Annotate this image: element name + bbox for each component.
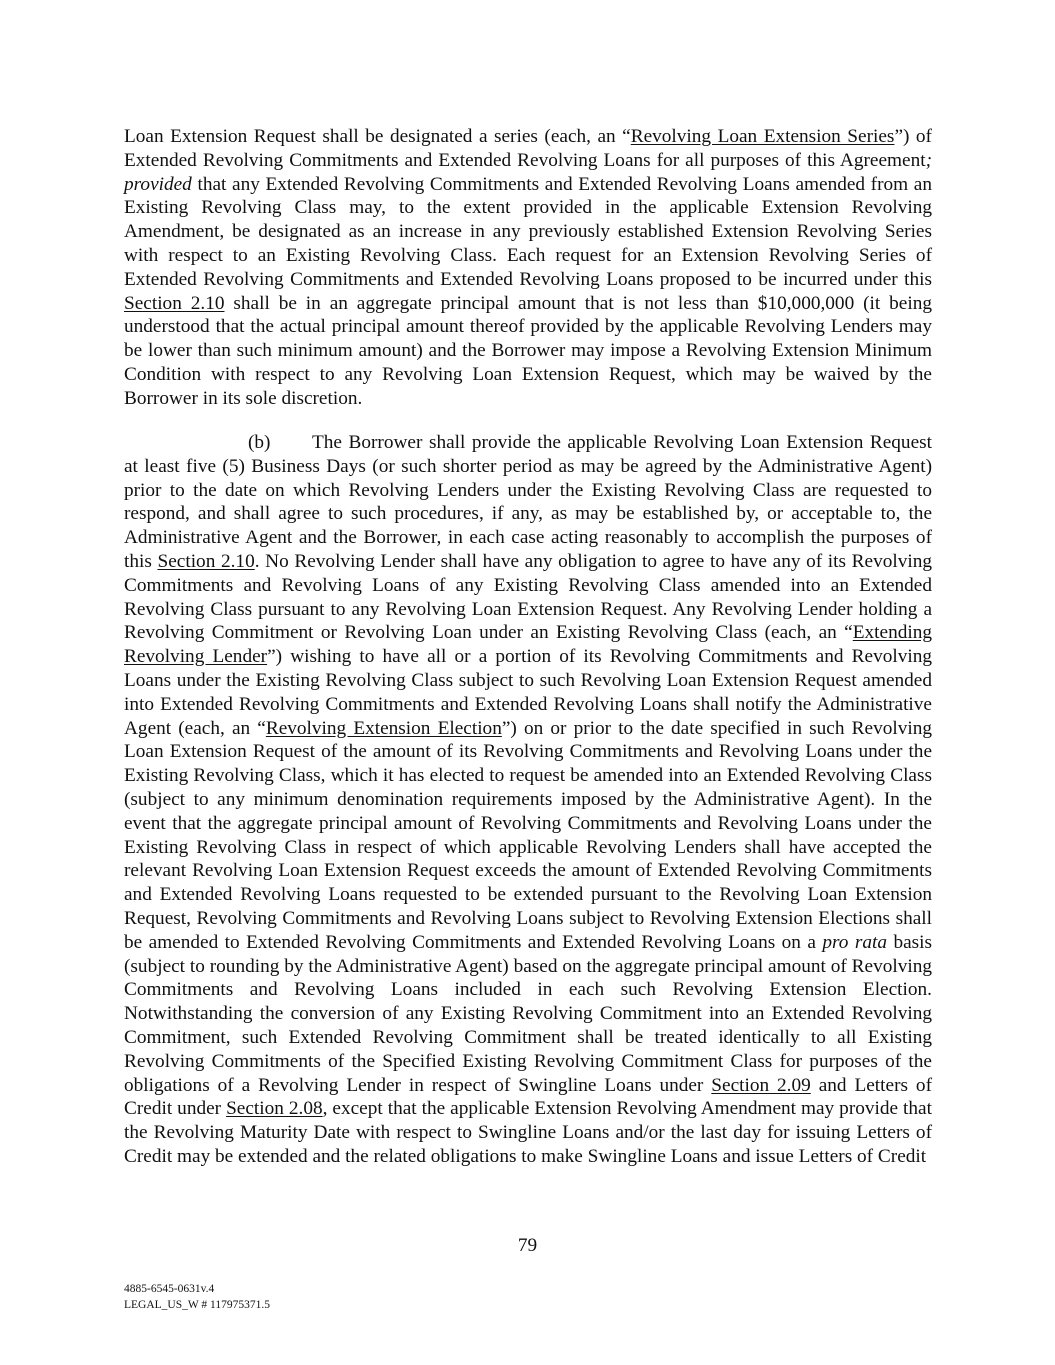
defined-term-extending-revolving-lender: Extending Revolving Lender — [124, 622, 932, 668]
defined-term-revolving-extension-election: Revolving Extension Election — [265, 717, 502, 739]
paragraph-a — [124, 125, 932, 411]
text-run: ”) of Extended Revolving Commitments and Extended Revolving Loans for all purposes of this Agreement — [124, 126, 932, 171]
paragraph-b — [124, 431, 932, 1169]
footer-legal-id: LEGAL_US_W # 117975371.5 — [124, 1299, 270, 1311]
text-run: ”) on or prior to the date specified in such Revolving Loan Extension Request of the amount of its Revolving Commitments and Revolving Loans under the Existing Revolving Class, which it has elected to request be amended into an Extended Revolving Class (subject to any minimum denomination requirements imposed by the Administrative Agent). In the event that the aggregate principal amount of Revolving Commitments and Revolving Loans under the Existing Revolving Class in respect of which applicable Revolving Lenders shall have accepted the relevant Revolving Loan Extension Request exceeds the amount of Extended Revolving Commitments and Extended Revolving Loans requested to be extended pursuant to the Revolving Loan Extension Request, Revolving Commitments and Revolving Loans subject to Revolving Extension Elections shall be amended to Extended Revolving Commitments and Extended Revolving Loans on a — [124, 717, 932, 953]
paragraph-marker: (b) — [248, 432, 271, 453]
text-run: Loan Extension Request shall be designated a series (each, an “ — [124, 126, 631, 147]
defined-term-revolving-loan-extension-series: Revolving Loan Extension Series — [630, 126, 895, 147]
text-run: ”) wishing to have all or a portion of its Revolving Commitments and Revolving Loans under the Existing Revolving Class subject to such Revolving Loan Extension Request amended into Extended Revolving Commitments and Extended Revolving Loans shall notify the Administrative Agent (each, an “ — [124, 646, 932, 739]
italic-provided: ; provided — [124, 149, 932, 195]
text-run: . No Revolving Lender shall have any obligation to agree to have any of its Revolving Commitments and Revolving Loans of any Existing Revolving Class amended into an Extended Revolving Class pursuant to any Revolving Loan Extension Request. Any Revolving Lender holding a Revolving Commitment or Revolving Loan under an Existing Revolving Class (each, an “ — [124, 550, 932, 644]
text-run: , except that the applicable Extension Revolving Amendment may provide that the Revolving Maturity Date with respect to Swingline Loans and/or the last day for issuing Letters of Credit may be extended and the related obligations to make Swingline Loans and issue Letters of Credit — [124, 1098, 932, 1167]
page-number: 79 — [517, 1235, 538, 1256]
text-run: that any Extended Revolving Commitments and Extended Revolving Loans amended from an Existing Revolving Class may, to the extent provided in the applicable Extension Revolving Amendment, be designated as an increase in any previously established Extension Revolving Series with respect to an Existing Revolving Class. Each request for an Extension Revolving Series of Extended Revolving Commitments and Extended Revolving Loans proposed to be incurred under this — [124, 173, 932, 290]
text-run: and Letters of Credit under — [124, 1074, 932, 1120]
text-run: shall be in an aggregate principal amount that is not less than $10,000,000 (it being understood that the actual principal amount thereof provided by the applicable Revolving Lenders may be lower than such minimum amount) and the Borrower may impose a Revolving Extension Minimum Condition with respect to any Revolving Loan Extension Request, which may be waived by the Borrower in its sole discretion. — [124, 292, 932, 409]
document-footer — [124, 1281, 270, 1313]
section-reference: Section 2.10 — [157, 550, 255, 572]
section-reference: Section 2.09 — [711, 1074, 811, 1096]
text-run: The Borrower shall provide the applicable Revolving Loan Extension Request at least five (5) Business Days (or such shorter period as may be agreed by the Administrative Agent) prior to the date on which Revolving Lenders under the Existing Revolving Class are requested to respond, and shall agree to such procedures, if any, as may be established by, or acceptable to, the Administrative Agent and the Borrower, in each case acting reasonably to accomplish the purposes of this — [124, 432, 932, 572]
section-reference: Section 2.08 — [226, 1098, 323, 1120]
italic-pro-rata: pro rata — [822, 931, 888, 953]
text-run: basis (subject to rounding by the Administrative Agent) based on the aggregate principal amount of Revolving Commitments and Revolving Loans included in each such Revolving Extension Election. Notwithstanding the conversion of any Existing Revolving Commitment into an Extended Revolving Commitment, such Extended Revolving Commitment shall be treated identically to all Existing Revolving Commitments of the Specified Existing Revolving Commitment Class for purposes of the obligations of a Revolving Lender in respect of Swingline Loans under — [124, 931, 933, 1096]
section-reference: Section 2.10 — [124, 292, 225, 314]
footer-doc-id: 4885-6545-0631v.4 — [124, 1283, 215, 1295]
